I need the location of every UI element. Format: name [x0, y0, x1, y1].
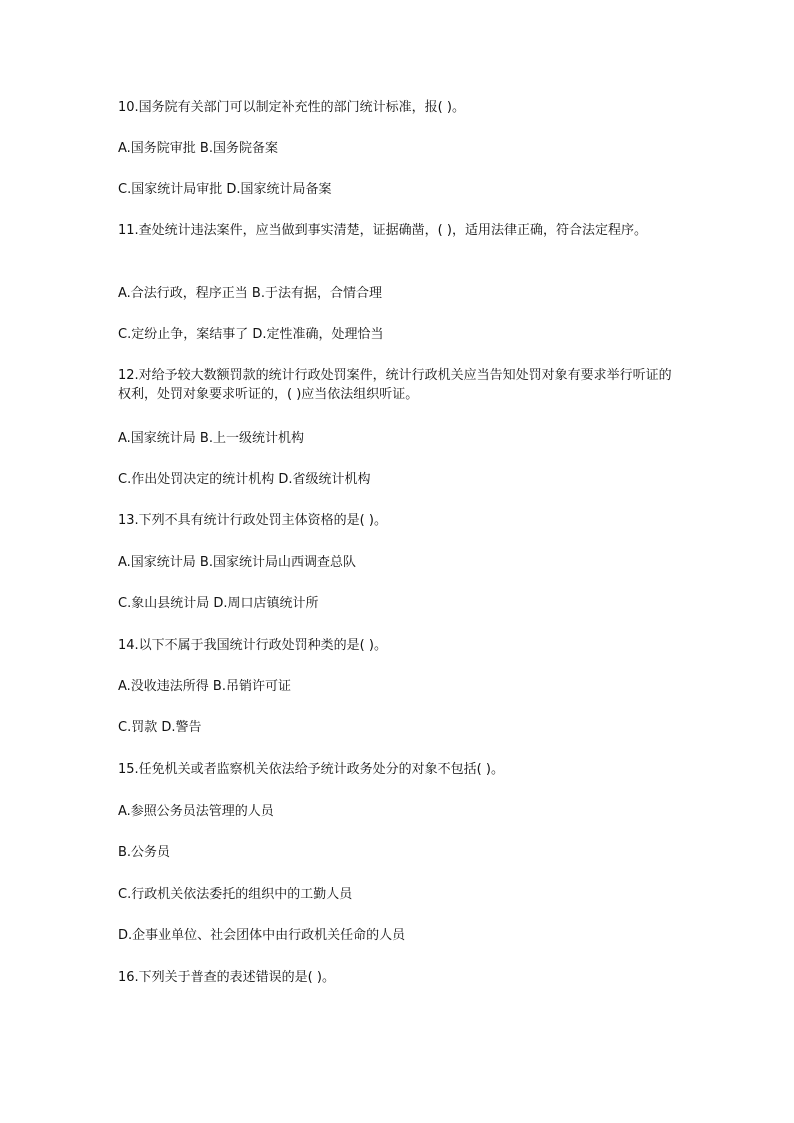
question-11-options-cd: C.定纷止争，案结事了 D.定性准确，处理恰当	[118, 327, 384, 342]
question-15-option-a: A.参照公务员法管理的人员	[118, 804, 274, 819]
question-10-options-cd: C.国家统计局审批 D.国家统计局备案	[118, 182, 332, 197]
question-14-options-cd: C.罚款 D.警告	[118, 720, 202, 735]
question-15-option-b: B.公务员	[118, 845, 171, 860]
question-15: 15.任免机关或者监察机关依法给予统计政务处分的对象不包括( )。	[118, 762, 504, 777]
question-13-options-ab: A.国家统计局 B.国家统计局山西调查总队	[118, 555, 356, 570]
question-14-options-ab: A.没收违法所得 B.吊销许可证	[118, 679, 291, 694]
question-11-options-ab: A.合法行政，程序正当 B.于法有据，合情合理	[118, 286, 382, 301]
question-15-option-c: C.行政机关依法委托的组织中的工勤人员	[118, 887, 353, 902]
question-16: 16.下列关于普查的表述错误的是( )。	[118, 970, 335, 985]
question-12: 12.对给予较大数额罚款的统计行政处罚案件，统计行政机关应当告知处罚对象有要求举行听证的权利，处罚对象要求听证的，( )应当依法组织听证。	[118, 368, 672, 402]
question-10: 10.国务院有关部门可以制定补充性的部门统计标准，报( )。	[118, 100, 465, 115]
question-13-options-cd: C.象山县统计局 D.周口店镇统计所	[118, 596, 319, 611]
question-15-option-d: D.企事业单位、社会团体中由行政机关任命的人员	[118, 928, 406, 943]
question-14: 14.以下不属于我国统计行政处罚种类的是( )。	[118, 638, 387, 653]
question-10-options-ab: A.国务院审批 B.国务院备案	[118, 141, 278, 156]
question-13: 13.下列不具有统计行政处罚主体资格的是( )。	[118, 513, 387, 528]
question-11: 11.查处统计违法案件，应当做到事实清楚，证据确凿，( )，适用法律正确，符合法定程序。	[118, 223, 647, 238]
question-12-options-ab: A.国家统计局 B.上一级统计机构	[118, 431, 304, 446]
question-12-options-cd: C.作出处罚决定的统计机构 D.省级统计机构	[118, 472, 371, 487]
